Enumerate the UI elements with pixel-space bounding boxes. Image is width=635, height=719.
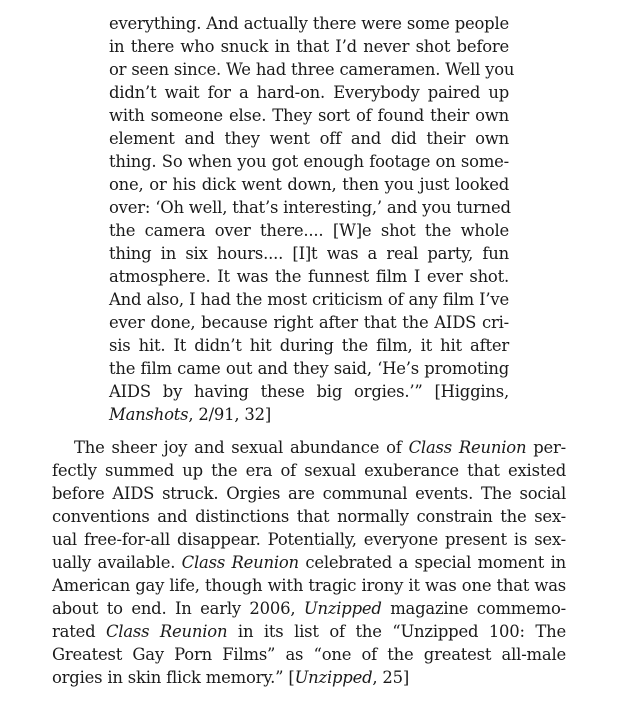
text-run: magazine commemo- <box>381 599 566 618</box>
quote-line: AIDS by having these big orgies.’” [Higgins, <box>109 382 509 401</box>
quote-line: over: ‘Oh well, that’s interesting,’ and you turned <box>109 198 511 217</box>
paragraph-line <box>52 666 566 689</box>
quote-line: ever done, because right after that the AIDS cri- <box>109 313 509 332</box>
magazine-title: Unzipped <box>303 599 382 618</box>
text-run: celebrated a special moment in <box>298 553 567 572</box>
text-run: The sheer joy and sexual abundance of <box>74 438 409 457</box>
quote-line: the film came out and they said, ‘He’s promoting <box>109 359 509 378</box>
quote-line: sis hit. It didn’t hit during the film, it hit after <box>109 336 509 355</box>
magazine-title: Unzipped <box>294 668 373 687</box>
quote-line: didn’t wait for a hard-on. Everybody paired up <box>109 83 509 102</box>
paragraph-line: American gay life, though with tragic irony it was one that was <box>52 576 566 595</box>
quote-line: with someone else. They sort of found their own <box>109 106 509 125</box>
quote-line: everything. And actually there were some people <box>109 14 509 33</box>
paragraph-line <box>52 620 566 643</box>
quote-line: one, or his dick went down, then you just looked <box>109 175 509 194</box>
film-title: Class Reunion <box>408 438 527 457</box>
text-run: per- <box>526 438 566 457</box>
paragraph-line: fectly summed up the era of sexual exuberance that existed <box>52 461 566 480</box>
text-run: , 25] <box>372 668 410 687</box>
paragraph-line <box>52 436 566 459</box>
film-title: Class Reunion <box>181 553 299 572</box>
quote-line: atmosphere. It was the funnest film I ever shot. <box>109 267 509 286</box>
body-paragraph <box>52 436 566 689</box>
paragraph-line <box>52 597 566 620</box>
quote-line: And also, I had the most criticism of any film I’ve <box>109 290 509 309</box>
film-title: Class Reunion <box>105 622 228 641</box>
quote-line: thing in six hours.... [I]t was a real party, fun <box>109 244 509 263</box>
text-run: about to end. In early 2006, <box>52 599 304 618</box>
paragraph-line: Greatest Gay Porn Films” as “one of the greatest all-male <box>52 645 566 664</box>
text-run: ually available. <box>52 553 182 572</box>
text-run: in its list of the “Unzipped 100: The <box>227 622 566 641</box>
block-quote <box>109 12 515 426</box>
paragraph-line: before AIDS struck. Orgies are communal events. The social <box>52 484 566 503</box>
quote-citation-line <box>109 403 509 426</box>
quote-line: in there who snuck in that I’d never shot before <box>109 37 509 56</box>
text-run: orgies in skin flick memory.” [ <box>52 668 295 687</box>
quote-line: or seen since. We had three cameramen. Well you <box>109 60 515 79</box>
paragraph-line <box>52 551 566 574</box>
quote-line: the camera over there.... [W]e shot the whole <box>109 221 509 240</box>
paragraph-line: ual free-for-all disappear. Potentially, everyone present is sex- <box>52 530 566 549</box>
quote-line: element and they went off and did their own <box>109 129 509 148</box>
paragraph-line: conventions and distinctions that normally constrain the sex- <box>52 507 566 526</box>
text-run: rated <box>52 622 106 641</box>
citation-title: Manshots <box>109 405 189 424</box>
citation-detail: , 2/91, 32] <box>188 405 272 424</box>
quote-line: thing. So when you got enough footage on some- <box>109 152 509 171</box>
